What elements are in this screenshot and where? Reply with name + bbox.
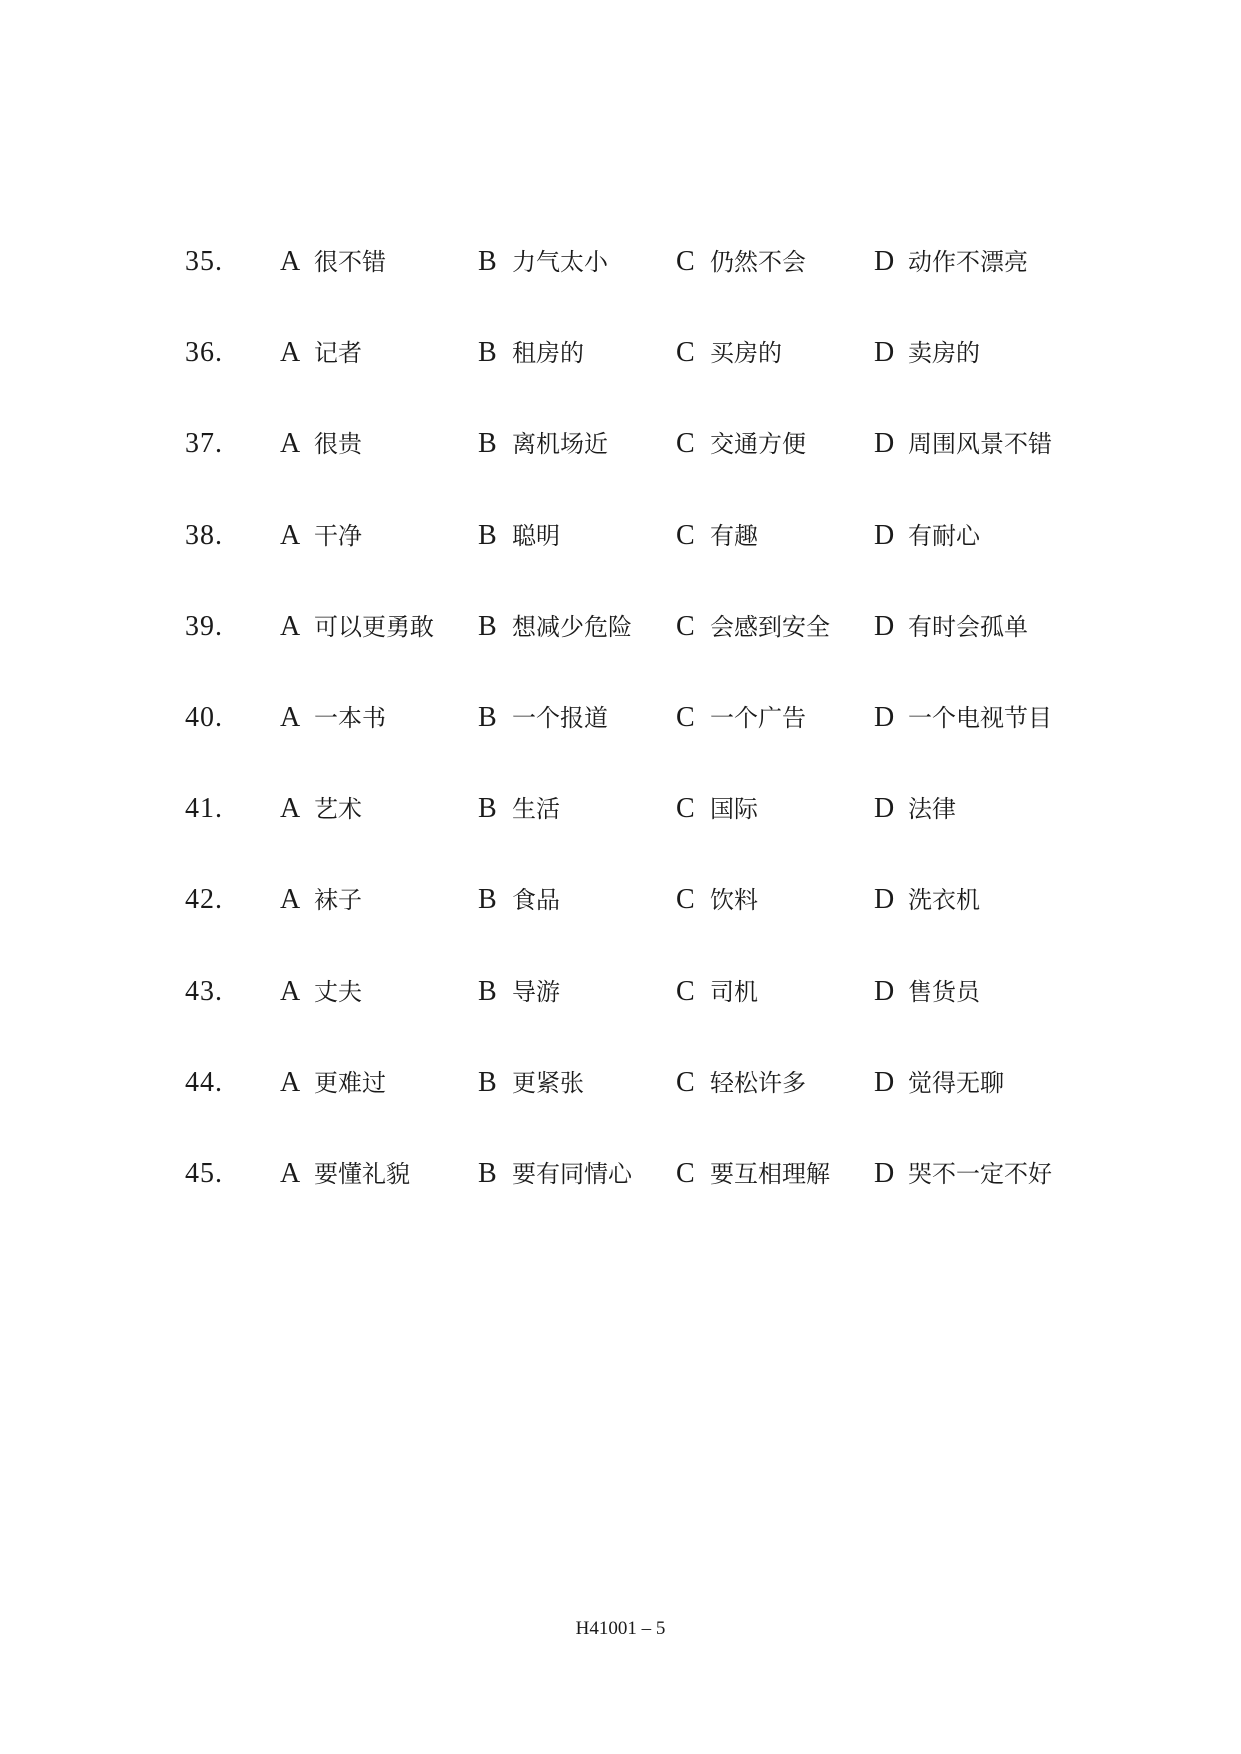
answer-option	[676, 784, 758, 834]
option-text: 有时会孤单	[908, 613, 1028, 641]
answer-option	[874, 602, 1028, 652]
option-letter: A	[280, 884, 301, 915]
question-row	[0, 784, 1241, 834]
answer-option	[478, 784, 560, 834]
option-text: 国际	[710, 795, 758, 823]
answer-option	[280, 1058, 386, 1108]
answer-option	[280, 1149, 410, 1199]
option-letter: C	[676, 793, 695, 824]
option-text: 动作不漂亮	[908, 248, 1028, 276]
answer-option	[280, 328, 362, 378]
option-letter: C	[676, 520, 695, 551]
option-text: 丈夫	[314, 978, 362, 1006]
option-letter: B	[478, 337, 497, 368]
answer-option	[874, 1149, 1052, 1199]
question-number: 43.	[185, 976, 223, 1007]
question-number: 41.	[185, 793, 223, 824]
answer-option	[676, 875, 758, 925]
option-text: 更紧张	[512, 1069, 584, 1097]
option-letter: A	[280, 793, 301, 824]
option-letter: D	[874, 520, 895, 551]
option-letter: A	[280, 1067, 301, 1098]
answer-option	[478, 1149, 632, 1199]
question-number: 39.	[185, 611, 223, 642]
option-text: 很不错	[314, 248, 386, 276]
answer-option	[676, 1058, 806, 1108]
question-row	[0, 511, 1241, 561]
option-text: 要懂礼貌	[314, 1160, 410, 1188]
option-text: 更难过	[314, 1069, 386, 1097]
option-text: 袜子	[314, 886, 362, 914]
question-row	[0, 1058, 1241, 1108]
option-text: 离机场近	[512, 430, 608, 458]
answer-option	[676, 967, 758, 1017]
answer-option	[478, 693, 608, 743]
option-letter: A	[280, 520, 301, 551]
answer-option	[280, 237, 386, 287]
answer-option	[280, 693, 386, 743]
option-letter: C	[676, 1067, 695, 1098]
option-letter: D	[874, 428, 895, 459]
option-text: 生活	[512, 795, 560, 823]
option-text: 买房的	[710, 339, 782, 367]
option-letter: B	[478, 520, 497, 551]
answer-option	[280, 419, 362, 469]
question-number: 40.	[185, 702, 223, 733]
option-letter: C	[676, 1158, 695, 1189]
option-letter: C	[676, 428, 695, 459]
option-letter: B	[478, 1067, 497, 1098]
answer-option	[280, 602, 434, 652]
option-text: 饮料	[710, 886, 758, 914]
option-letter: D	[874, 884, 895, 915]
option-letter: A	[280, 611, 301, 642]
option-text: 导游	[512, 978, 560, 1006]
answer-option	[478, 875, 560, 925]
option-text: 一个报道	[512, 704, 608, 732]
option-letter: D	[874, 976, 895, 1007]
option-text: 会感到安全	[710, 613, 830, 641]
answer-option	[280, 967, 362, 1017]
option-letter: C	[676, 337, 695, 368]
option-text: 司机	[710, 978, 758, 1006]
option-text: 轻松许多	[710, 1069, 806, 1097]
question-number: 45.	[185, 1158, 223, 1189]
option-letter: D	[874, 702, 895, 733]
question-number: 37.	[185, 428, 223, 459]
option-text: 一个电视节目	[908, 704, 1052, 732]
option-letter: B	[478, 246, 497, 277]
option-letter: C	[676, 611, 695, 642]
option-letter: D	[874, 246, 895, 277]
question-row	[0, 237, 1241, 287]
option-letter: C	[676, 976, 695, 1007]
option-text: 哭不一定不好	[908, 1160, 1052, 1188]
option-letter: A	[280, 428, 301, 459]
option-text: 法律	[908, 795, 956, 823]
question-number: 38.	[185, 520, 223, 551]
option-text: 聪明	[512, 522, 560, 550]
question-row	[0, 602, 1241, 652]
option-text: 力气太小	[512, 248, 608, 276]
option-letter: A	[280, 1158, 301, 1189]
option-text: 周围风景不错	[908, 430, 1052, 458]
answer-option	[874, 875, 980, 925]
option-letter: D	[874, 1067, 895, 1098]
option-letter: D	[874, 611, 895, 642]
answer-option	[478, 511, 560, 561]
answer-option	[478, 328, 584, 378]
answer-option	[676, 602, 830, 652]
option-text: 卖房的	[908, 339, 980, 367]
option-letter: B	[478, 884, 497, 915]
option-letter: D	[874, 1158, 895, 1189]
answer-option	[280, 784, 362, 834]
answer-option	[874, 328, 980, 378]
option-text: 觉得无聊	[908, 1069, 1004, 1097]
option-text: 很贵	[314, 430, 362, 458]
answer-option	[478, 1058, 584, 1108]
option-text: 租房的	[512, 339, 584, 367]
answer-option	[478, 419, 608, 469]
option-letter: D	[874, 337, 895, 368]
option-text: 要互相理解	[710, 1160, 830, 1188]
option-letter: B	[478, 793, 497, 824]
option-text: 可以更勇敢	[314, 613, 434, 641]
question-number: 35.	[185, 246, 223, 277]
page-footer: H41001 – 5	[575, 1618, 666, 1639]
answer-option	[874, 1058, 1004, 1108]
answer-option	[478, 602, 632, 652]
question-row	[0, 967, 1241, 1017]
option-letter: B	[478, 1158, 497, 1189]
option-letter: C	[676, 246, 695, 277]
option-letter: A	[280, 246, 301, 277]
option-text: 交通方便	[710, 430, 806, 458]
option-text: 要有同情心	[512, 1160, 632, 1188]
answer-option	[280, 875, 362, 925]
option-text: 艺术	[314, 795, 362, 823]
answer-option	[874, 419, 1052, 469]
option-text: 售货员	[908, 978, 980, 1006]
answer-option	[676, 237, 806, 287]
option-letter: D	[874, 793, 895, 824]
question-number: 44.	[185, 1067, 223, 1098]
option-letter: B	[478, 976, 497, 1007]
option-text: 一个广告	[710, 704, 806, 732]
answer-option	[676, 511, 758, 561]
answer-option	[874, 693, 1052, 743]
answer-option	[676, 328, 782, 378]
answer-option	[478, 237, 608, 287]
option-text: 有耐心	[908, 522, 980, 550]
answer-option	[676, 1149, 830, 1199]
answer-option	[874, 967, 980, 1017]
answer-option	[874, 511, 980, 561]
answer-option	[676, 419, 806, 469]
question-number: 42.	[185, 884, 223, 915]
option-letter: C	[676, 884, 695, 915]
question-row	[0, 419, 1241, 469]
option-text: 有趣	[710, 522, 758, 550]
option-text: 记者	[314, 339, 362, 367]
question-row	[0, 875, 1241, 925]
option-text: 干净	[314, 522, 362, 550]
answer-option	[280, 511, 362, 561]
option-text: 一本书	[314, 704, 386, 732]
answer-option	[478, 967, 560, 1017]
option-letter: B	[478, 702, 497, 733]
option-text: 仍然不会	[710, 248, 806, 276]
option-letter: A	[280, 702, 301, 733]
option-letter: C	[676, 702, 695, 733]
option-letter: A	[280, 976, 301, 1007]
option-text: 洗衣机	[908, 886, 980, 914]
answer-option	[874, 784, 956, 834]
question-row	[0, 328, 1241, 378]
option-text: 食品	[512, 886, 560, 914]
option-text: 想减少危险	[512, 613, 632, 641]
question-number: 36.	[185, 337, 223, 368]
option-letter: B	[478, 428, 497, 459]
answer-option	[874, 237, 1028, 287]
answer-option	[676, 693, 806, 743]
option-letter: B	[478, 611, 497, 642]
question-row	[0, 693, 1241, 743]
question-row	[0, 1149, 1241, 1199]
option-letter: A	[280, 337, 301, 368]
